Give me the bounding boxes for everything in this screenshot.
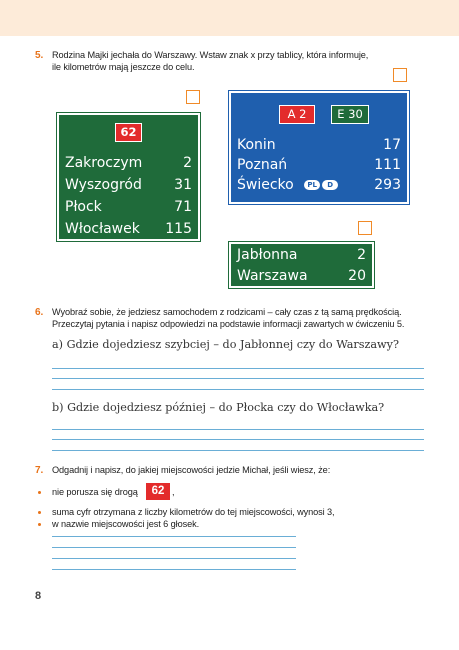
bullet-icon	[38, 511, 41, 514]
answer-line[interactable]	[52, 558, 296, 559]
place-name: Jabłonna	[237, 247, 298, 263]
place-name: Poznań	[237, 157, 288, 173]
answer-line[interactable]	[52, 547, 296, 548]
road-number-62-inline: 62	[145, 482, 171, 501]
road-sign-green-small	[229, 242, 374, 288]
place-name: Świecko	[237, 177, 294, 193]
place-name: Wyszogród	[65, 177, 142, 193]
page-number: 8	[35, 590, 42, 602]
place-name: Konin	[237, 137, 276, 153]
road-sign-blue	[229, 91, 409, 204]
euro-road-number: E 30	[331, 105, 369, 124]
q5-text-line1: Rodzina Majki jechała do Warszawy. Wstaw znak x przy tablicy, która informuje,	[52, 50, 369, 60]
distance-km: 17	[383, 137, 401, 153]
distance-km: 293	[374, 177, 401, 193]
sign-row	[231, 157, 407, 173]
distance-km: 2	[183, 155, 192, 171]
sign-row	[59, 221, 198, 237]
q6-number: 6.	[35, 307, 44, 318]
place-name: Warszawa	[237, 268, 308, 284]
q7-number: 7.	[35, 465, 44, 476]
answer-line[interactable]	[52, 569, 296, 570]
sign-row	[59, 155, 198, 171]
distance-km: 71	[174, 199, 192, 215]
q7-bullet1-comma: ,	[172, 487, 175, 497]
road-number-62: 62	[115, 123, 142, 142]
q5-text-line2: ile kilometrów mają jeszcze do celu.	[52, 62, 195, 72]
q6-text-line1: Wyobraź sobie, że jedziesz samochodem z rodzicami – cały czas z tą samą prędkością.	[52, 307, 402, 317]
distance-km: 20	[348, 268, 366, 284]
sign-row	[231, 177, 407, 193]
answer-box-blue-sign[interactable]	[393, 68, 407, 82]
q7-text-line1: Odgadnij i napisz, do jakiej miejscowości jedzie Michał, jeśli wiesz, że:	[52, 465, 331, 475]
country-badge-pl: PL	[304, 180, 320, 190]
answer-line[interactable]	[52, 536, 296, 537]
place-name: Włocławek	[65, 221, 140, 237]
q7-bullet3-text: w nazwie miejscowości jest 6 głosek.	[52, 519, 200, 529]
road-sign-green-left	[57, 113, 200, 241]
sign-row	[231, 137, 407, 153]
sign-row	[59, 199, 198, 215]
answer-line[interactable]	[52, 368, 424, 369]
q6-subquestion-a: a) Gdzie dojedziesz szybciej – do Jabłonnej czy do Warszawy?	[52, 338, 399, 351]
sign-row	[231, 268, 372, 284]
distance-km: 31	[174, 177, 192, 193]
answer-line[interactable]	[52, 378, 424, 379]
bullet-icon	[38, 523, 41, 526]
q6-text-line2: Przeczytaj pytania i napisz odpowiedzi na podstawie informacji zawartych w ćwiczeniu 5.	[52, 319, 405, 329]
sign-row	[231, 247, 372, 263]
distance-km: 111	[374, 157, 401, 173]
country-badge-d: D	[322, 180, 338, 190]
q7-bullet1-text: nie porusza się drogą	[52, 487, 138, 497]
q6-subquestion-b: b) Gdzie dojedziesz później – do Płocka czy do Włocławka?	[52, 401, 385, 414]
place-name: Płock	[65, 199, 102, 215]
q5-number: 5.	[35, 50, 44, 61]
distance-km: 2	[357, 247, 366, 263]
q7-bullet2-text: suma cyfr otrzymana z liczby kilometrów do tej miejscowości, wynosi 3,	[52, 507, 335, 517]
place-name: Zakroczym	[65, 155, 143, 171]
sign-row	[59, 177, 198, 193]
answer-line[interactable]	[52, 439, 424, 440]
road-number-a2: A 2	[279, 105, 315, 124]
answer-line[interactable]	[52, 450, 424, 451]
answer-box-green-left-sign[interactable]	[186, 90, 200, 104]
answer-box-green-small-sign[interactable]	[358, 221, 372, 235]
header-band	[0, 0, 459, 36]
bullet-icon	[38, 491, 41, 494]
distance-km: 115	[165, 221, 192, 237]
answer-line[interactable]	[52, 389, 424, 390]
answer-line[interactable]	[52, 429, 424, 430]
